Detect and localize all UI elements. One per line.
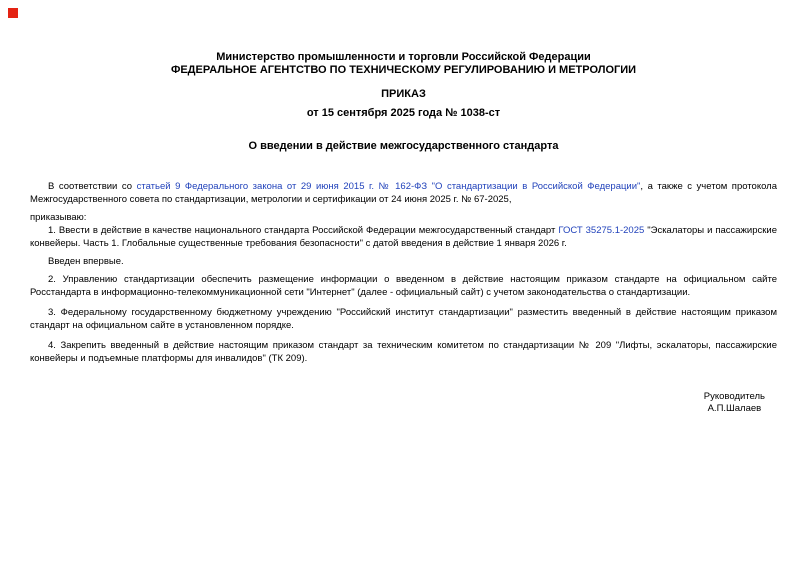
- paragraph-preamble: [30, 180, 777, 206]
- signature-name: А.П.Шалаев: [707, 403, 762, 414]
- link-federal-law[interactable]: статьей 9 Федерального закона от 29 июня 2015 г. № 162-ФЗ "О стандартизации в Российской Федерации": [136, 181, 641, 192]
- header-subject: О введении в действие межгосударственного стандарта: [248, 140, 559, 152]
- link-gost-standard[interactable]: ГОСТ 35275.1-2025: [558, 225, 645, 236]
- header-agency: ФЕДЕРАЛЬНОЕ АГЕНТСТВО ПО ТЕХНИЧЕСКОМУ РЕГУЛИРОВАНИЮ И МЕТРОЛОГИИ: [170, 64, 637, 76]
- header-date-number: от 15 сентября 2025 года № 1038-ст: [306, 107, 501, 119]
- document-body: [30, 0, 777, 415]
- paragraph-item-3: 3. Федеральному государственному бюджетному учреждению "Российский институт стандартизации" разместить введенный в действие настоящим приказом стандарт на официальном сайте в установленном порядке.: [30, 307, 777, 331]
- item1-text-after: "Эскалаторы и пассажирские конвейеры. Часть 1. Глобальные существенные требования безопасности" с датой введения в действие 1 января 2026 г.: [30, 225, 777, 249]
- header-doc-type: ПРИКАЗ: [381, 88, 426, 100]
- preamble-text-before: В соответствии со: [48, 181, 137, 192]
- paragraph-item-1: [30, 224, 777, 250]
- signature-block: [704, 391, 765, 415]
- item1-text-before: 1. Ввести в действие в качестве национального стандарта Российской Федерации межгосударственный стандарт: [48, 225, 559, 236]
- order-word: приказываю:: [30, 212, 87, 223]
- document-status-icon: [8, 8, 18, 18]
- paragraph-item-2: 2. Управлению стандартизации обеспечить размещение информации о введенном в действие настоящим приказом стандарте на официальном сайте Росстандарта в информационно-телекоммуникационной сети "Интернет" (далее - официальный сайт) с учетом законодательства о стандартизации.: [30, 274, 777, 298]
- paragraph-item-4: 4. Закрепить введенный в действие настоящим приказом стандарт за техническим комитетом по стандартизации № 209 "Лифты, эскалаторы, пассажирские конвейеры и подъемные платформы для инвалидов" (ТК 209).: [30, 340, 777, 364]
- preamble-text-after: , а также с учетом протокола Межгосударственного совета по стандартизации, метрологии и сертификации от 24 июня 2025 г. № 67-2025,: [30, 181, 778, 205]
- signature-title: Руководитель: [703, 391, 765, 402]
- paragraph-first-time-note: Введен впервые.: [48, 256, 124, 267]
- header-ministry: Министерство промышленности и торговли Российской Федерации: [216, 51, 591, 63]
